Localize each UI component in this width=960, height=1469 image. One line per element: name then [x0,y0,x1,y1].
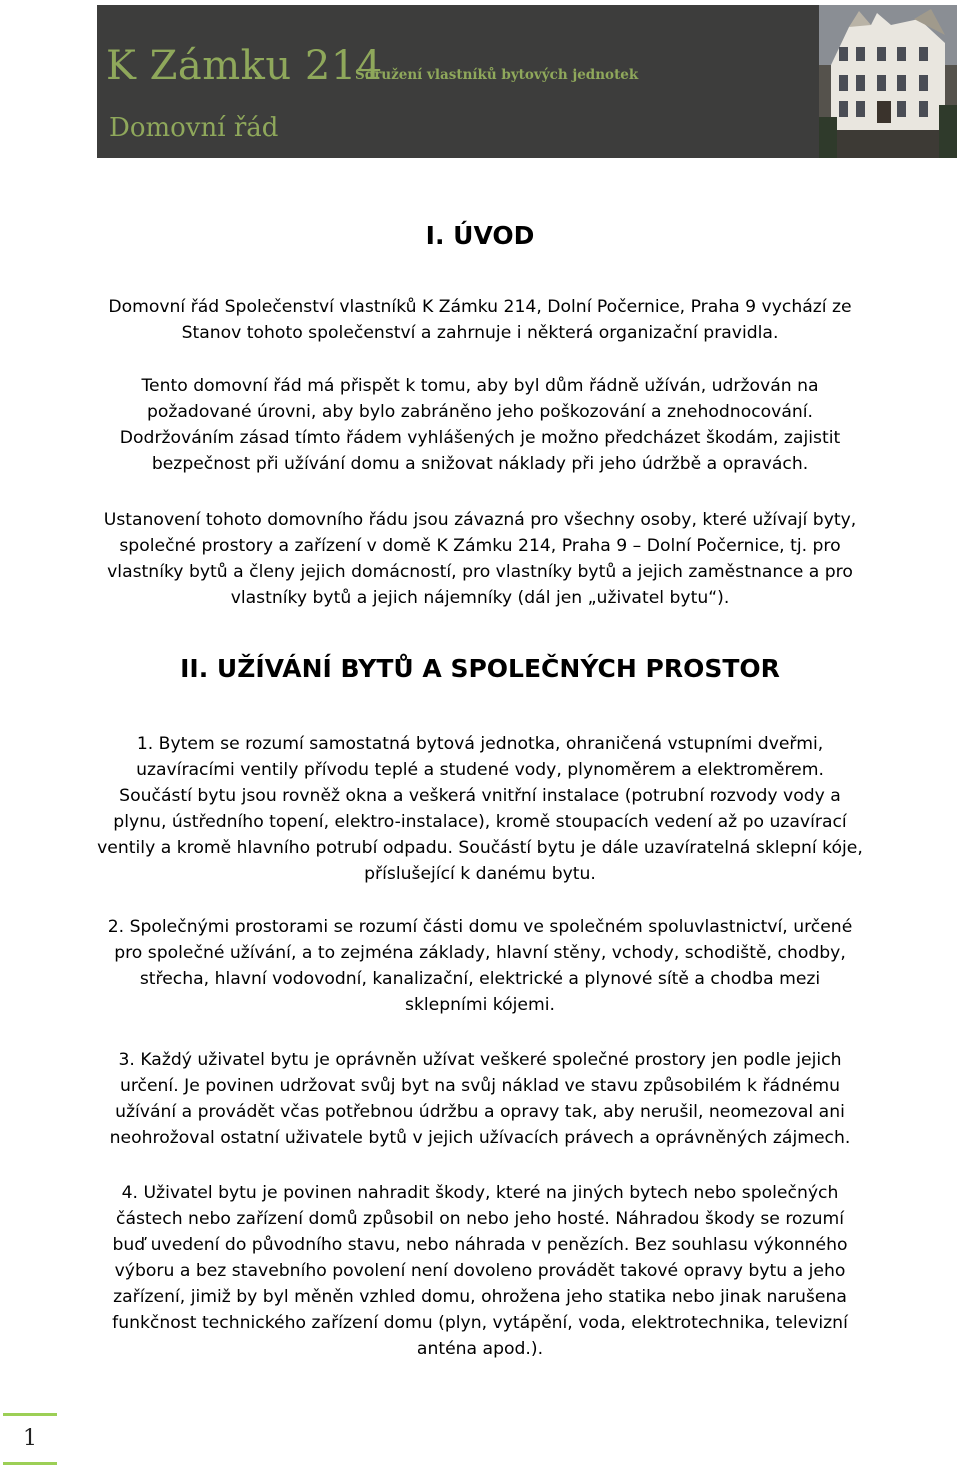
section-heading-uvod: I. ÚVOD [425,221,535,250]
banner-subtitle: Sdružení vlastníků bytových jednotek [355,67,639,83]
header-banner [97,5,957,158]
rule-paragraph-3: 3. Každý uživatel bytu je oprávněn užívat veškeré společné prostory jen podle jejich určení. Je povinen udržovat svůj byt na svůj náklad ve stavu způsobilém k řádnému užívání a provádět včas potřebnou údržbu a opravy tak, aby nerušil, neomezoval ani neohrožoval ostatní uživatele bytů v jejich užívacích právech a oprávněných zájmech. [109,1050,851,1148]
banner-title: K Zámku 214 [106,43,383,89]
rule-paragraph-4: 4. Uživatel bytu je povinen nahradit škody, které na jiných bytech nebo společných částech nebo zařízení domů způsobil on nebo jeho hosté. Náhradou škody se rozumí buď uvedení do původního stavu, nebo náhrada v penězích. Bez souhlasu výkonného výboru a bez stavebního povolení není dovoleno provádět takové opravy bytu a jeho zařízení, jimiž by byl měněn vzhled domu, ohrožena jeho statika nebo jinak narušena funkčnost technického zařízení domu (plyn, vytápění, voda, elektrotechnika, televizní anténa apod.). [112,1183,848,1359]
rule-paragraph-1: 1. Bytem se rozumí samostatná bytová jednotka, ohraničená vstupními dveřmi, uzavíracími ventily přívodu teplé a studené vody, plynoměrem a elektroměrem. Součástí bytu jsou rovněž okna a veškerá vnitřní instalace (potrubní rozvody vody a plynu, ústředního topení, elektro-instalace), kromě stoupacích vedení až po uzavírací ventily a kromě hlavního potrubí odpadu. Součástí bytu je dále uzavíratelná sklepní kóje, příslušející k danému bytu. [97,734,863,884]
scope-paragraph: Ustanovení tohoto domovního řádu jsou závazná pro všechny osoby, které užívají byty, společné prostory a zařízení v domě K Zámku 214, Praha 9 – Dolní Počernice, tj. pro vlastníky bytů a členy jejich domácností, pro vlastníky bytů a jejich zaměstnance a pro vlastníky bytů a jejich nájemníky (dál jen „uživatel bytu“). [103,510,857,608]
intro-paragraph: Domovní řád Společenství vlastníků K Zámku 214, Dolní Počernice, Praha 9 vychází ze Stanov tohoto společenství a zahrnuje i některá organizační pravidla. [108,297,852,343]
rule-paragraph-2: 2. Společnými prostorami se rozumí části domu ve společném spoluvlastnictví, určené pro společné užívání, a to zejména základy, hlavní stěny, vchody, schodiště, chodby, střecha, hlavní vodovodní, kanalizační, elektrické a plynové sítě a chodba mezi sklepními kójemi. [107,917,853,1015]
page-number: 1 [23,1426,37,1451]
purpose-paragraph: Tento domovní řád má přispět k tomu, aby byl dům řádně užíván, udržován na požadované úrovni, aby bylo zabráněno jeho poškozování a znehodnocování. Dodržováním zásad tímto řádem vyhlášených je možno předcházet škodám, zajistit bezpečnost při užívání domu a snižovat náklady při jeho údržbě a opravách. [119,376,841,474]
page-number-box [3,1413,57,1465]
building-photo [819,5,957,158]
section-heading-uzivani: II. UŽÍVÁNÍ BYTŮ A SPOLEČNÝCH PROSTOR [180,654,780,683]
banner-section-title: Domovní řád [109,113,279,143]
